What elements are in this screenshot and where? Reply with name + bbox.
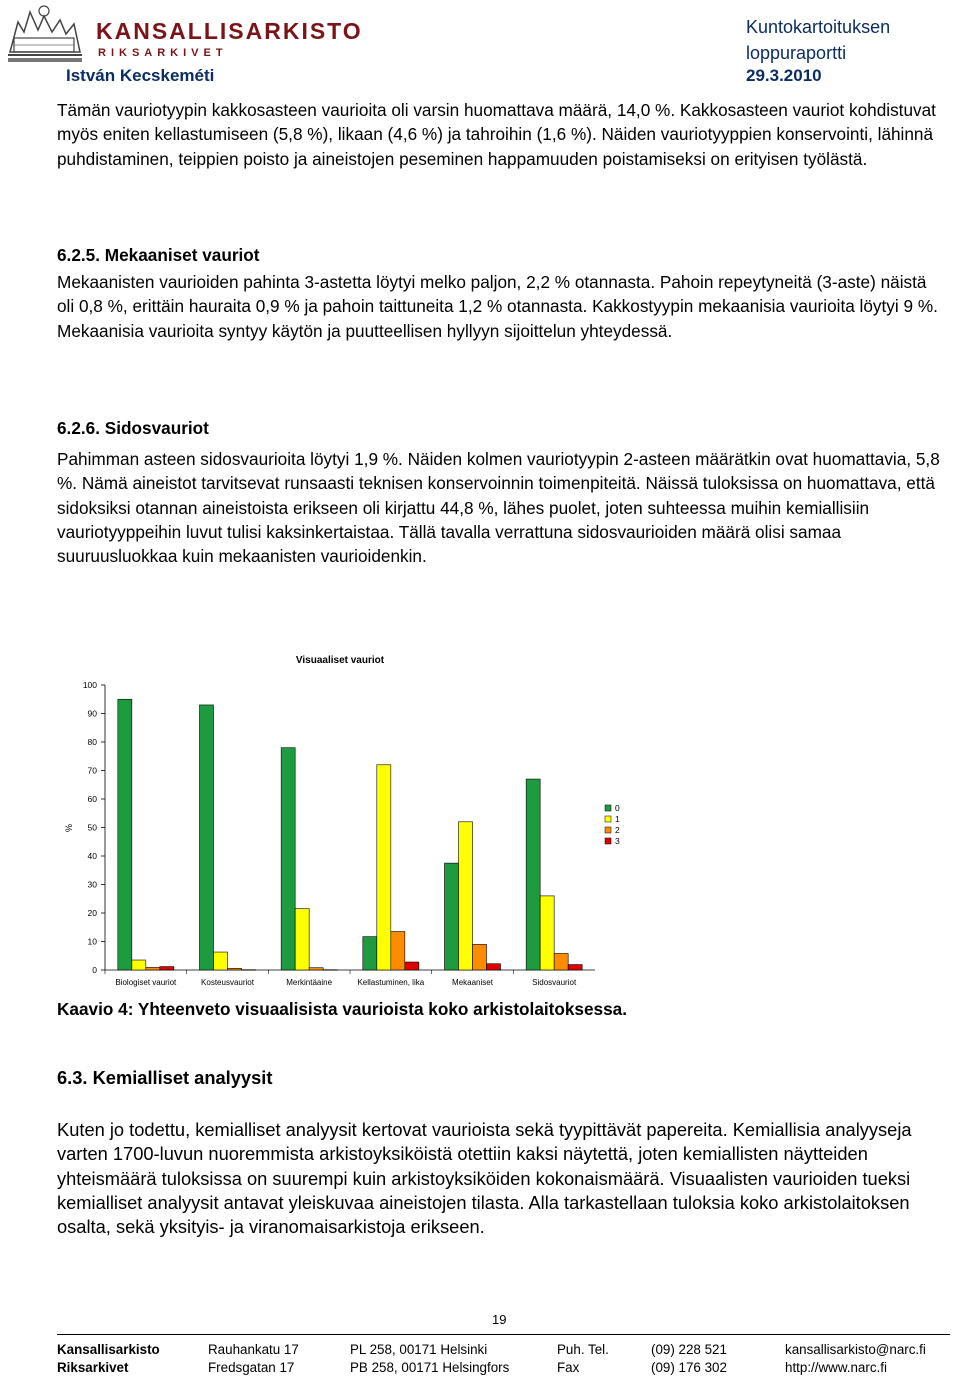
bar-1-0 (200, 705, 214, 970)
x-tick-label: Sidosvauriot (532, 978, 577, 987)
footer-phone-number: (09) 228 521 (651, 1342, 727, 1357)
org-subname: RIKSARKIVET (98, 47, 228, 59)
y-tick-label: 90 (87, 708, 97, 719)
footer-website-link[interactable]: http://www.narc.fi (785, 1360, 887, 1375)
document-title-line1: Kuntokartoituksen (746, 17, 891, 37)
section-heading-63: 6.3. Kemialliset analyysit (57, 1067, 273, 1088)
footer-org-fi: Kansallisarkisto (57, 1342, 160, 1357)
document-title-line2: loppuraportti (746, 43, 847, 63)
bar-2-0 (281, 748, 295, 970)
chart-caption: Kaavio 4: Yhteenveto visuaalisista vaurioista koko arkistolaitoksessa. (57, 999, 627, 1019)
legend-label-2: 2 (615, 825, 620, 835)
bar-4-0 (445, 863, 459, 970)
y-tick-label: 30 (87, 879, 97, 890)
legend-label-0: 0 (615, 803, 620, 813)
author-name: István Kecskeméti (66, 66, 215, 85)
bar-1-1 (214, 952, 228, 970)
legend-swatch-2 (605, 827, 611, 833)
y-tick-label: 40 (87, 851, 97, 861)
legend-swatch-1 (605, 816, 611, 822)
footer-org-sv: Riksarkivet (57, 1360, 129, 1375)
bar-1-3 (242, 970, 256, 971)
bar-2-1 (295, 909, 309, 970)
footer-street-fi: Rauhankatu 17 (208, 1342, 299, 1357)
bar-4-3 (487, 964, 501, 970)
y-tick-label: 50 (87, 822, 97, 833)
bar-1-2 (228, 968, 242, 970)
x-tick-label: Mekaaniset (452, 978, 493, 987)
bar-3-3 (405, 962, 419, 970)
legend-swatch-3 (605, 838, 611, 844)
bar-5-2 (554, 953, 568, 970)
y-axis-label: % (64, 823, 74, 833)
bar-5-0 (526, 779, 540, 970)
x-tick-label: Kellastuminen, lika (357, 978, 425, 987)
x-tick-label: Kosteusvauriot (201, 978, 254, 987)
footer-fax-number: (09) 176 302 (651, 1360, 727, 1375)
footer-street-sv: Fredsgatan 17 (208, 1360, 295, 1375)
legend-label-3: 3 (615, 836, 620, 846)
x-tick-label: Merkintäaine (286, 978, 333, 987)
bar-4-2 (473, 944, 487, 970)
chart-title: Visuaaliset vauriot (295, 655, 385, 666)
page-number: 19 (492, 1312, 507, 1327)
bar-3-1 (377, 765, 391, 970)
archive-emblem-logo (4, 2, 86, 64)
document-date: 29.3.2010 (746, 66, 822, 85)
footer-phone-label: Puh. Tel. (557, 1342, 609, 1357)
bar-3-2 (391, 932, 405, 970)
y-tick-label: 60 (87, 794, 97, 804)
document-title (746, 14, 956, 66)
intro-paragraph: Tämän vauriotyypin kakkosasteen vaurioita oli varsin huomattava määrä, 14,0 %. Kakkosasteen vauriot kohdistuvat myös eniten kellastumiseen (5,8 %), likaan (4,6 %) ja tahroihin (1,6 %). Näiden vauriotyyppien konservointi, lähinnä puhdistaminen, teippien poisto ja aineistojen peseminen happamuuden poistamiseksi on erityisen työlästä. (57, 100, 936, 169)
bar-0-2 (146, 967, 160, 970)
bar-2-2 (309, 968, 323, 970)
bar-2-3 (323, 970, 337, 971)
legend-label-1: 1 (615, 814, 620, 824)
y-tick-label: 70 (87, 765, 97, 776)
y-tick-label: 10 (87, 936, 97, 947)
section-heading-626: 6.2.6. Sidosvauriot (57, 418, 209, 438)
org-name: KANSALLISARKISTO (96, 18, 363, 44)
y-tick-label: 80 (87, 737, 97, 747)
section-626-text: Pahimman asteen sidosvaurioita löytyi 1,9 %. Näiden kolmen vauriotyypin 2-asteen määrätkin ovat huomattavia, 5,8 %. Nämä aineistot tarvitsevat runsaasti teknisen konservoinnin toimenpiteitä. Näissä tuloksissa on huomattava, että sidoksiksi otannan aineistoista erikseen oli kirjattu 44,8 %, lähes puolet, joten suhteessa muihin kemiallisiin vauriotyyppeihin luvut tulisi kaksinkertaistaa. Tällä tavalla verrattuna sidosvaurioiden määrä olisi samaa suuruusluokkaa kuin mekaanisten vaurioidenkin. (57, 449, 940, 567)
footer-divider (57, 1334, 950, 1335)
footer-pobox-fi: PL 258, 00171 Helsinki (350, 1342, 488, 1357)
footer-pobox-sv: PB 258, 00171 Helsingfors (350, 1360, 510, 1375)
x-tick-label: Biologiset vauriot (115, 978, 177, 987)
bar-0-1 (132, 960, 146, 970)
section-heading-625: 6.2.5. Mekaaniset vauriot (57, 245, 260, 265)
y-tick-label: 100 (82, 680, 97, 690)
y-tick-label: 0 (92, 965, 97, 975)
section-63-text: Kuten jo todettu, kemialliset analyysit kertovat vaurioista sekä tyypittävät papereita. Kemiallisia analyyseja varten 1700-luvun nuoremmista arkistoyksiköistä otettiin kaksi näytettä, joten kemiallisten näytteiden yhteismäärä tuloksissa on suurempi kuin arkistoyksiköiden kokonaismäärä. Visuaalisten vaurioiden tueksi kemialliset analyysit antavat yleiskuvaa aineistojen tilasta. Alla tarkastellaan tuloksia koko arkistolaitoksen osalta, sekä yksityis- ja viranomaisarkistoja erikseen. (57, 1119, 912, 1238)
bar-3-0 (363, 937, 377, 970)
bar-5-3 (568, 965, 582, 970)
bar-0-3 (160, 967, 174, 970)
bar-0-0 (118, 699, 132, 970)
bar-5-1 (540, 896, 554, 970)
y-tick-label: 20 (87, 908, 97, 918)
footer-fax-label: Fax (557, 1360, 580, 1375)
section-625-text: Mekaanisten vaurioiden pahinta 3-astetta löytyi melko paljon, 2,2 % otannasta. Pahoin repeytyneitä (3-aste) näistä oli 0,8 %, erittäin hauraita 0,9 % ja pahoin taittuneita 1,2 % otannasta. Kakkostyypin mekaanisia vaurioita löytyi 9 %. Mekaanisia vaurioita syntyy käytön ja puutteellisen hyllyyn sijoittelun yhteydessä. (57, 272, 938, 341)
visual-damage-bar-chart (50, 645, 690, 990)
bar-4-1 (459, 822, 473, 970)
legend-swatch-0 (605, 805, 611, 811)
footer-email-link[interactable]: kansallisarkisto@narc.fi (785, 1342, 926, 1357)
